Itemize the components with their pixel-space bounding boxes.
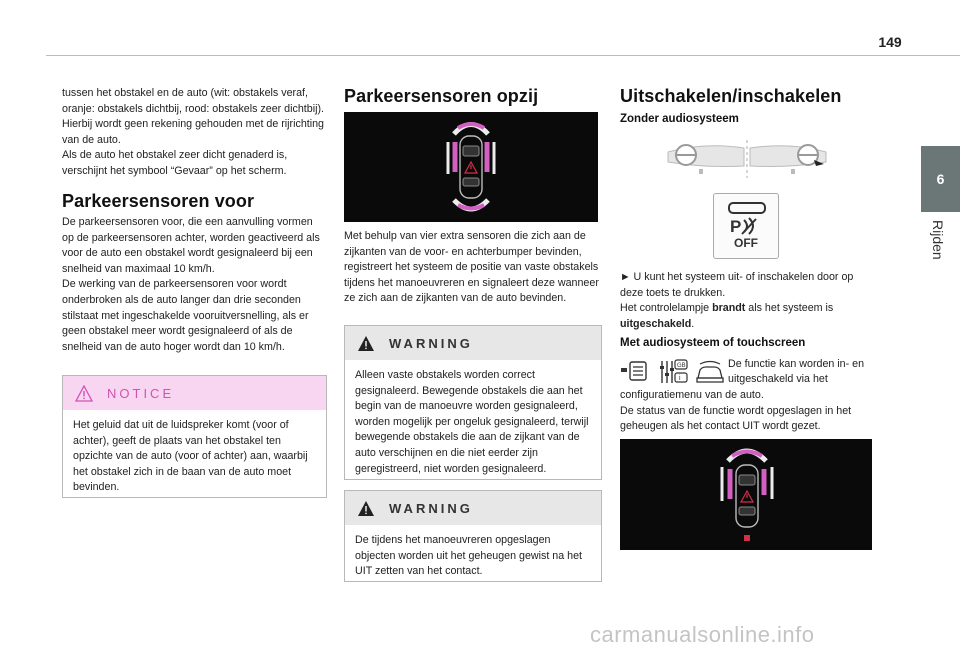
warning-2-header (345, 491, 601, 525)
touch-text-c: configuratiemenu van de auto. De status van de functie wordt opgeslagen in het geheugen als het contact UIT wordt gezet. (620, 389, 852, 433)
car-sensor-illustration-2 (620, 439, 872, 550)
warning-box-2 (344, 490, 602, 582)
notice-title: NOTICE (107, 385, 175, 401)
notice-text: Het geluid dat uit de luidspreker komt (voor of achter), geeft de plaats van het obstakel ten opzichte van de auto (voor of achter) aan, waarbij het obstakel zich in de baan van de auto moet bevinden. (73, 419, 308, 494)
warning-triangle-icon (75, 385, 93, 402)
touchscreen-menu-icons (620, 358, 724, 386)
step-bold-brandt: brandt (712, 302, 746, 315)
svg-text:P: P (730, 217, 742, 236)
intro-text: tussen het obstakel en de auto (wit: obstakels veraf, oranje: obstakels dichtbij, rood: obstakels zeer dichtbij). Hierbij wordt geen rekening gehouden met de rijrichting van de auto. Als de auto het obstakel zeer dicht genaderd is, verschijnt het symbool “Gevaar” op het scherm. (62, 87, 324, 177)
warning-triangle-icon (357, 335, 375, 352)
notice-header (63, 376, 326, 410)
heading-side-sensors: Parkeersensoren opzij (344, 86, 539, 106)
heading-front-sensors: Parkeersensoren voor (62, 191, 255, 211)
warning-1-header (345, 326, 601, 360)
page-number: 149 (878, 34, 902, 50)
parking-sensor-icon (730, 216, 760, 236)
disable-step-text (620, 270, 872, 332)
svg-text:i: i (679, 375, 681, 382)
heading-disable-enable: Uitschakelen/inschakelen (620, 86, 842, 106)
side-sensors-display-image (344, 112, 598, 222)
side-sensors-text: Met behulp van vier extra sensoren die zich aan de zijkanten van de voor- en achterbumper bevinden, registreert het systeem de positie van vaste obstakels tijdens het manoeuvreren en signaleert deze wanneer ze zich aan de zijkanten van de auto bevinden. (344, 230, 599, 305)
chapter-label: Rijden (930, 220, 946, 260)
warning-box-1 (344, 325, 602, 480)
car-sensor-illustration (344, 112, 598, 222)
chapter-tab[interactable]: 6 (921, 146, 960, 212)
subheading-with-audio: Met audiosysteem of touchscreen (620, 337, 806, 349)
off-button-label: OFF (734, 236, 758, 250)
touch-text-b: uitgeschakeld via het (728, 373, 828, 385)
dashboard-illustration (664, 138, 830, 180)
step-bold-uitgeschakeld: uitgeschakeld (620, 317, 692, 330)
step-text-b: als het systeem is (745, 302, 834, 315)
svg-text:GB: GB (677, 363, 686, 369)
warning-1-title: WARNING (389, 335, 473, 351)
watermark: carmanualsonline.info (590, 622, 815, 647)
park-sensor-off-button[interactable] (713, 193, 779, 259)
step-text-a: ► U kunt het systeem uit- of inschakelen door op deze toets te drukken. Het controlelampje (620, 271, 854, 315)
touchscreen-sensor-display-image (620, 439, 872, 550)
warning-2-text: De tijdens het manoeuvreren opgeslagen objecten worden uit het geheugen gewist na het UIT zetten van het contact. (355, 534, 582, 578)
indicator-lamp (728, 202, 766, 214)
step-text-c: . (691, 317, 695, 330)
notice-box (62, 375, 327, 498)
header-rule (46, 55, 960, 56)
touch-text-a: De functie kan worden in- en (728, 358, 865, 370)
subheading-without-audio: Zonder audiosysteem (620, 113, 739, 125)
warning-triangle-icon (357, 500, 375, 517)
warning-2-title: WARNING (389, 500, 473, 516)
warning-1-text: Alleen vaste obstakels worden correct gesignaleerd. Bewegende obstakels die aan het begin van de manoeuvre worden gesignaleerd, worden mogelijk per ongeluk gesignaleerd, terwijl bewegende obstakels die aan de zijkant van de auto verschijnen en die niet eerder zijn geregistreerd, niet worden gesignaleerd. (355, 369, 589, 475)
front-sensors-text: De parkeersensoren voor, die een aanvulling vormen op de parkeersensoren achter, worden geactiveerd als voor de auto een obstakel wordt gesignaleerd bij een snelheid van maximaal 10 km/h. De werking van de parkeersensoren voor wordt onderbroken als de auto langer dan drie seconden stilstaat met ingeschakelde vooruitversnelling, als er geen obstakel meer wordt gesignaleerd of als de snelheid van de auto hoger wordt dan 10 km/h. (62, 216, 320, 353)
